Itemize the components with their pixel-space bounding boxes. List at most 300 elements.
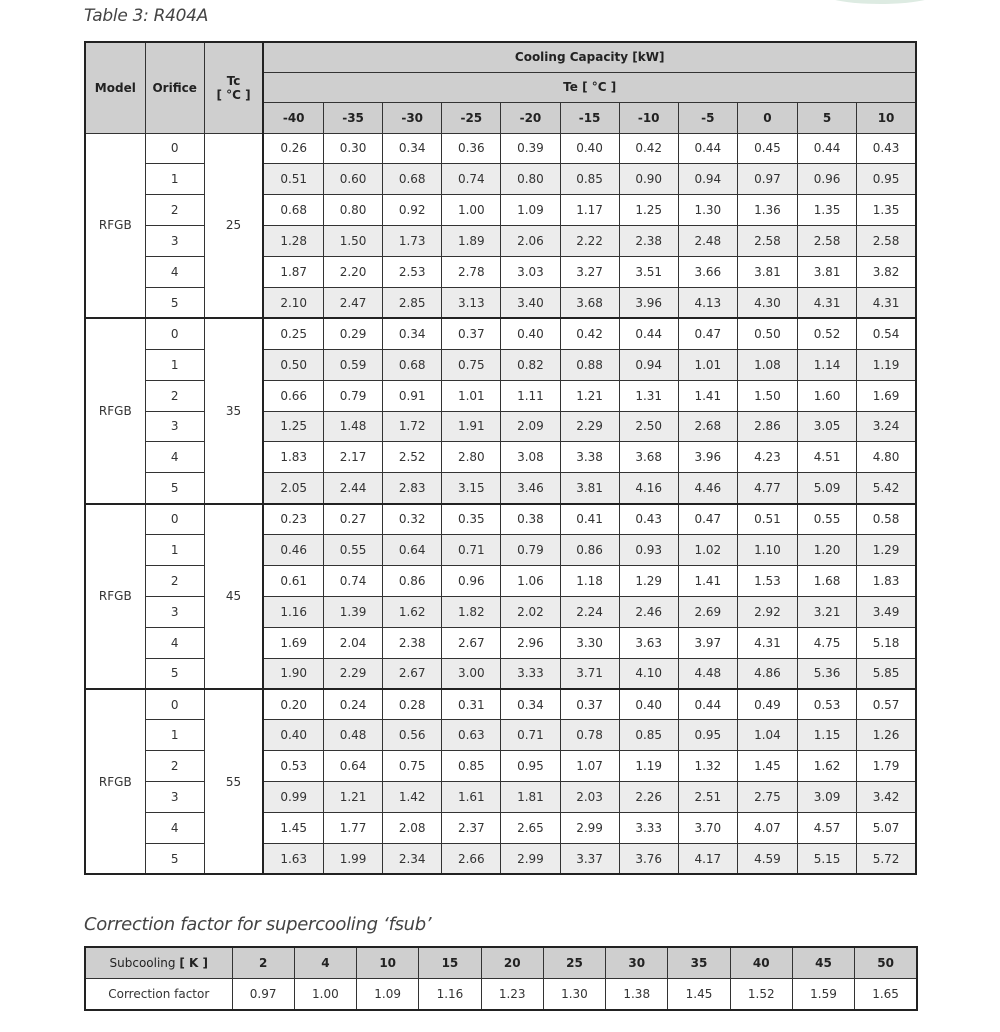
capacity-value-cell: 0.30 [324,133,383,164]
capacity-value-cell: 4.86 [737,658,797,689]
capacity-value-cell: 3.66 [678,257,737,288]
capacity-value-cell: 0.24 [324,689,383,720]
capacity-value-cell: 0.32 [383,504,442,535]
capacity-value-cell: 0.40 [619,689,678,720]
capacity-value-cell: 3.27 [560,257,619,288]
capacity-value-cell: 1.32 [678,751,737,782]
capacity-value-cell: 0.47 [678,504,737,535]
capacity-value-cell: 0.35 [442,504,501,535]
capacity-value-cell: 2.34 [383,843,442,874]
te-value-header: -25 [442,102,501,133]
table-caption: Table 3: R404A [84,6,209,26]
capacity-value-cell: 4.23 [737,442,797,473]
subcooling-value-cell: 50 [855,947,917,979]
capacity-value-cell: 3.21 [798,596,857,627]
capacity-value-cell: 1.73 [383,226,442,257]
capacity-value-cell: 4.17 [678,843,737,874]
capacity-value-cell: 1.50 [737,380,797,411]
table-row [85,318,916,349]
capacity-value-cell: 2.67 [383,658,442,689]
capacity-value-cell: 1.79 [857,751,916,782]
capacity-value-cell: 4.51 [798,442,857,473]
model-header: Model [85,42,145,133]
capacity-value-cell: 4.31 [737,627,797,658]
capacity-value-cell: 0.36 [442,133,501,164]
capacity-value-cell: 3.30 [560,627,619,658]
capacity-value-cell: 1.08 [737,349,797,380]
capacity-value-cell: 3.08 [501,442,560,473]
capacity-value-cell: 3.37 [560,843,619,874]
capacity-value-cell: 3.81 [560,473,619,504]
capacity-value-cell: 4.75 [798,627,857,658]
te-value-header: -35 [324,102,383,133]
capacity-value-cell: 3.03 [501,257,560,288]
capacity-value-cell: 0.37 [560,689,619,720]
capacity-value-cell: 1.82 [442,596,501,627]
orifice-cell: 3 [145,782,204,813]
capacity-value-cell: 0.44 [678,689,737,720]
capacity-value-cell: 2.06 [501,226,560,257]
capacity-value-cell: 0.51 [737,504,797,535]
capacity-value-cell: 0.92 [383,195,442,226]
capacity-value-cell: 0.59 [324,349,383,380]
orifice-cell: 0 [145,504,204,535]
orifice-cell: 0 [145,133,204,164]
capacity-value-cell: 1.45 [737,751,797,782]
capacity-value-cell: 1.01 [442,380,501,411]
capacity-value-cell: 2.20 [324,257,383,288]
capacity-value-cell: 5.36 [798,658,857,689]
capacity-value-cell: 2.99 [560,813,619,844]
capacity-value-cell: 1.25 [263,411,323,442]
orifice-cell: 4 [145,627,204,658]
orifice-cell: 2 [145,751,204,782]
orifice-cell: 1 [145,535,204,566]
capacity-value-cell: 4.80 [857,442,916,473]
capacity-value-cell: 1.17 [560,195,619,226]
capacity-value-cell: 1.30 [678,195,737,226]
capacity-value-cell: 2.44 [324,473,383,504]
tc-cell: 45 [204,504,263,689]
capacity-value-cell: 2.75 [737,782,797,813]
decorative-blob [820,0,940,4]
capacity-value-cell: 2.09 [501,411,560,442]
correction-factor-table [84,946,918,1011]
capacity-value-cell: 0.55 [798,504,857,535]
capacity-value-cell: 2.58 [857,226,916,257]
capacity-value-cell: 0.75 [442,349,501,380]
capacity-value-cell: 2.50 [619,411,678,442]
capacity-value-cell: 2.58 [737,226,797,257]
capacity-value-cell: 1.68 [798,565,857,596]
capacity-value-cell: 2.48 [678,226,737,257]
capacity-value-cell: 2.66 [442,843,501,874]
capacity-value-cell: 0.60 [324,164,383,195]
capacity-value-cell: 1.83 [263,442,323,473]
te-header: Te [ °C ] [263,72,916,102]
capacity-value-cell: 0.93 [619,535,678,566]
capacity-value-cell: 0.37 [442,318,501,349]
capacity-value-cell: 3.96 [619,287,678,318]
capacity-value-cell: 0.53 [263,751,323,782]
capacity-value-cell: 2.04 [324,627,383,658]
capacity-value-cell: 3.00 [442,658,501,689]
capacity-value-cell: 2.05 [263,473,323,504]
tc-header [204,42,263,133]
capacity-value-cell: 0.79 [501,535,560,566]
capacity-value-cell: 2.52 [383,442,442,473]
capacity-value-cell: 1.10 [737,535,797,566]
capacity-value-cell: 0.40 [263,720,323,751]
capacity-value-cell: 0.42 [619,133,678,164]
capacity-value-cell: 3.42 [857,782,916,813]
capacity-value-cell: 0.99 [263,782,323,813]
capacity-value-cell: 1.14 [798,349,857,380]
capacity-value-cell: 0.57 [857,689,916,720]
capacity-value-cell: 1.11 [501,380,560,411]
capacity-value-cell: 0.27 [324,504,383,535]
capacity-value-cell: 0.52 [798,318,857,349]
capacity-value-cell: 3.68 [560,287,619,318]
subcooling-label: Subcooling [109,956,176,970]
capacity-value-cell: 0.43 [857,133,916,164]
capacity-value-cell: 0.42 [560,318,619,349]
tc-cell: 25 [204,133,263,318]
capacity-value-cell: 1.36 [737,195,797,226]
capacity-value-cell: 1.35 [857,195,916,226]
capacity-value-cell: 4.16 [619,473,678,504]
capacity-value-cell: 1.41 [678,565,737,596]
tc-cell: 55 [204,689,263,874]
capacity-value-cell: 1.29 [619,565,678,596]
capacity-value-cell: 0.58 [857,504,916,535]
capacity-value-cell: 3.96 [678,442,737,473]
subcooling-value-cell: 2 [232,947,294,979]
capacity-value-cell: 3.49 [857,596,916,627]
capacity-value-cell: 1.90 [263,658,323,689]
model-cell: RFGB [85,133,145,318]
capacity-value-cell: 0.38 [501,504,560,535]
capacity-value-cell: 3.05 [798,411,857,442]
capacity-value-cell: 1.53 [737,565,797,596]
capacity-value-cell: 2.03 [560,782,619,813]
capacity-value-cell: 0.44 [678,133,737,164]
capacity-value-cell: 2.68 [678,411,737,442]
cooling-capacity-header: Cooling Capacity [kW] [263,42,916,72]
capacity-value-cell: 0.31 [442,689,501,720]
te-value-header: 5 [798,102,857,133]
capacity-value-cell: 2.38 [383,627,442,658]
correction-caption: Correction factor for supercooling ‘fsub’ [84,914,432,935]
subcooling-unit: [ K ] [179,956,208,970]
capacity-value-cell: 0.91 [383,380,442,411]
capacity-value-cell: 5.07 [857,813,916,844]
capacity-value-cell: 1.07 [560,751,619,782]
capacity-value-cell: 0.95 [857,164,916,195]
capacity-value-cell: 1.62 [383,596,442,627]
correction-factor-value-cell: 1.45 [668,979,730,1011]
capacity-value-cell: 1.19 [619,751,678,782]
subcooling-value-cell: 15 [419,947,481,979]
capacity-value-cell: 1.42 [383,782,442,813]
capacity-value-cell: 2.65 [501,813,560,844]
capacity-value-cell: 0.25 [263,318,323,349]
capacity-value-cell: 0.40 [560,133,619,164]
capacity-value-cell: 0.82 [501,349,560,380]
capacity-value-cell: 2.46 [619,596,678,627]
orifice-cell: 3 [145,596,204,627]
te-value-header: -15 [560,102,619,133]
correction-factor-label: Correction factor [85,979,232,1011]
capacity-value-cell: 1.21 [560,380,619,411]
capacity-value-cell: 1.04 [737,720,797,751]
capacity-value-cell: 1.99 [324,843,383,874]
capacity-value-cell: 3.13 [442,287,501,318]
capacity-value-cell: 0.86 [560,535,619,566]
capacity-value-cell: 1.35 [798,195,857,226]
orifice-cell: 4 [145,442,204,473]
capacity-value-cell: 0.68 [383,164,442,195]
capacity-value-cell: 2.78 [442,257,501,288]
orifice-cell: 5 [145,658,204,689]
capacity-value-cell: 2.86 [737,411,797,442]
capacity-value-cell: 0.79 [324,380,383,411]
capacity-value-cell: 0.40 [501,318,560,349]
cooling-capacity-table [84,41,917,875]
capacity-value-cell: 1.91 [442,411,501,442]
model-cell: RFGB [85,318,145,503]
capacity-value-cell: 0.96 [442,565,501,596]
capacity-value-cell: 2.24 [560,596,619,627]
capacity-value-cell: 1.45 [263,813,323,844]
capacity-value-cell: 0.95 [501,751,560,782]
capacity-value-cell: 0.45 [737,133,797,164]
capacity-value-cell: 3.33 [619,813,678,844]
orifice-cell: 4 [145,813,204,844]
capacity-value-cell: 3.68 [619,442,678,473]
orifice-cell: 1 [145,164,204,195]
capacity-value-cell: 1.63 [263,843,323,874]
capacity-value-cell: 2.69 [678,596,737,627]
capacity-value-cell: 5.18 [857,627,916,658]
capacity-value-cell: 1.28 [263,226,323,257]
capacity-value-cell: 0.23 [263,504,323,535]
capacity-value-cell: 5.72 [857,843,916,874]
capacity-value-cell: 1.61 [442,782,501,813]
te-value-header: 10 [857,102,916,133]
capacity-value-cell: 0.41 [560,504,619,535]
capacity-value-cell: 4.10 [619,658,678,689]
capacity-value-cell: 3.38 [560,442,619,473]
capacity-value-cell: 1.02 [678,535,737,566]
capacity-value-cell: 0.29 [324,318,383,349]
capacity-value-cell: 4.77 [737,473,797,504]
capacity-value-cell: 5.42 [857,473,916,504]
capacity-value-cell: 1.87 [263,257,323,288]
correction-factor-row [85,979,917,1011]
capacity-value-cell: 1.01 [678,349,737,380]
subcooling-value-cell: 40 [730,947,792,979]
correction-factor-value-cell: 1.30 [543,979,605,1011]
capacity-value-cell: 3.71 [560,658,619,689]
capacity-value-cell: 3.81 [737,257,797,288]
te-value-header: 0 [737,102,797,133]
capacity-value-cell: 4.31 [798,287,857,318]
capacity-value-cell: 1.16 [263,596,323,627]
correction-factor-value-cell: 0.97 [232,979,294,1011]
capacity-value-cell: 0.49 [737,689,797,720]
te-value-header: -5 [678,102,737,133]
capacity-value-cell: 0.43 [619,504,678,535]
capacity-value-cell: 2.99 [501,843,560,874]
capacity-value-cell: 1.00 [442,195,501,226]
capacity-value-cell: 0.34 [383,318,442,349]
capacity-value-cell: 0.61 [263,565,323,596]
subcooling-value-cell: 30 [606,947,668,979]
capacity-value-cell: 0.71 [442,535,501,566]
capacity-value-cell: 1.19 [857,349,916,380]
table-body [85,133,916,874]
capacity-value-cell: 3.46 [501,473,560,504]
capacity-value-cell: 1.39 [324,596,383,627]
capacity-value-cell: 4.13 [678,287,737,318]
capacity-value-cell: 2.51 [678,782,737,813]
capacity-value-cell: 1.09 [501,195,560,226]
capacity-value-cell: 0.48 [324,720,383,751]
correction-factor-value-cell: 1.59 [792,979,854,1011]
correction-factor-value-cell: 1.00 [294,979,356,1011]
capacity-value-cell: 0.75 [383,751,442,782]
capacity-value-cell: 2.80 [442,442,501,473]
capacity-value-cell: 3.24 [857,411,916,442]
capacity-value-cell: 0.46 [263,535,323,566]
capacity-value-cell: 2.22 [560,226,619,257]
correction-factor-value-cell: 1.38 [606,979,668,1011]
orifice-cell: 1 [145,349,204,380]
capacity-value-cell: 0.53 [798,689,857,720]
capacity-value-cell: 0.44 [619,318,678,349]
table-header [85,42,916,133]
tc-cell: 35 [204,318,263,503]
capacity-value-cell: 0.85 [442,751,501,782]
capacity-value-cell: 4.31 [857,287,916,318]
capacity-value-cell: 2.67 [442,627,501,658]
capacity-value-cell: 0.50 [737,318,797,349]
capacity-value-cell: 3.63 [619,627,678,658]
capacity-value-cell: 2.58 [798,226,857,257]
capacity-value-cell: 3.82 [857,257,916,288]
capacity-value-cell: 3.76 [619,843,678,874]
capacity-value-cell: 0.55 [324,535,383,566]
capacity-value-cell: 2.47 [324,287,383,318]
capacity-value-cell: 3.70 [678,813,737,844]
capacity-value-cell: 0.86 [383,565,442,596]
capacity-value-cell: 0.66 [263,380,323,411]
capacity-value-cell: 1.72 [383,411,442,442]
te-value-header: -30 [383,102,442,133]
capacity-value-cell: 0.97 [737,164,797,195]
capacity-value-cell: 1.41 [678,380,737,411]
orifice-header: Orifice [145,42,204,133]
capacity-value-cell: 2.10 [263,287,323,318]
orifice-cell: 2 [145,380,204,411]
correction-factor-value-cell: 1.16 [419,979,481,1011]
capacity-value-cell: 1.89 [442,226,501,257]
capacity-value-cell: 0.78 [560,720,619,751]
capacity-value-cell: 2.85 [383,287,442,318]
capacity-value-cell: 0.44 [798,133,857,164]
capacity-value-cell: 4.46 [678,473,737,504]
capacity-value-cell: 1.18 [560,565,619,596]
capacity-value-cell: 3.40 [501,287,560,318]
capacity-value-cell: 0.26 [263,133,323,164]
subcooling-row [85,947,917,979]
tc-header-line2: [ °C ] [216,87,251,102]
capacity-value-cell: 2.92 [737,596,797,627]
orifice-cell: 3 [145,226,204,257]
capacity-value-cell: 2.29 [560,411,619,442]
orifice-cell: 4 [145,257,204,288]
capacity-value-cell: 2.53 [383,257,442,288]
capacity-value-cell: 0.34 [383,133,442,164]
table-row [85,689,916,720]
capacity-value-cell: 4.30 [737,287,797,318]
capacity-value-cell: 2.38 [619,226,678,257]
capacity-value-cell: 4.57 [798,813,857,844]
capacity-value-cell: 4.48 [678,658,737,689]
capacity-value-cell: 1.15 [798,720,857,751]
capacity-value-cell: 0.51 [263,164,323,195]
capacity-value-cell: 0.47 [678,318,737,349]
correction-factor-value-cell: 1.65 [855,979,917,1011]
capacity-value-cell: 0.20 [263,689,323,720]
capacity-value-cell: 2.96 [501,627,560,658]
capacity-value-cell: 3.51 [619,257,678,288]
capacity-value-cell: 1.81 [501,782,560,813]
capacity-value-cell: 4.07 [737,813,797,844]
orifice-cell: 2 [145,195,204,226]
capacity-value-cell: 0.39 [501,133,560,164]
subcooling-value-cell: 25 [543,947,605,979]
capacity-value-cell: 0.68 [263,195,323,226]
capacity-value-cell: 0.96 [798,164,857,195]
capacity-value-cell: 1.06 [501,565,560,596]
capacity-value-cell: 2.37 [442,813,501,844]
subcooling-value-cell: 4 [294,947,356,979]
te-value-header: -40 [263,102,323,133]
capacity-value-cell: 3.33 [501,658,560,689]
capacity-value-cell: 0.94 [619,349,678,380]
capacity-value-cell: 1.83 [857,565,916,596]
capacity-value-cell: 1.20 [798,535,857,566]
capacity-value-cell: 3.81 [798,257,857,288]
subcooling-value-cell: 20 [481,947,543,979]
tc-header-line1: Tc [226,73,241,88]
orifice-cell: 5 [145,473,204,504]
capacity-value-cell: 0.80 [324,195,383,226]
capacity-value-cell: 1.29 [857,535,916,566]
te-value-header: -20 [501,102,560,133]
capacity-value-cell: 2.26 [619,782,678,813]
orifice-cell: 0 [145,318,204,349]
capacity-value-cell: 0.54 [857,318,916,349]
capacity-value-cell: 0.50 [263,349,323,380]
capacity-value-cell: 1.60 [798,380,857,411]
capacity-value-cell: 0.56 [383,720,442,751]
capacity-value-cell: 2.29 [324,658,383,689]
capacity-value-cell: 0.74 [442,164,501,195]
capacity-value-cell: 0.90 [619,164,678,195]
